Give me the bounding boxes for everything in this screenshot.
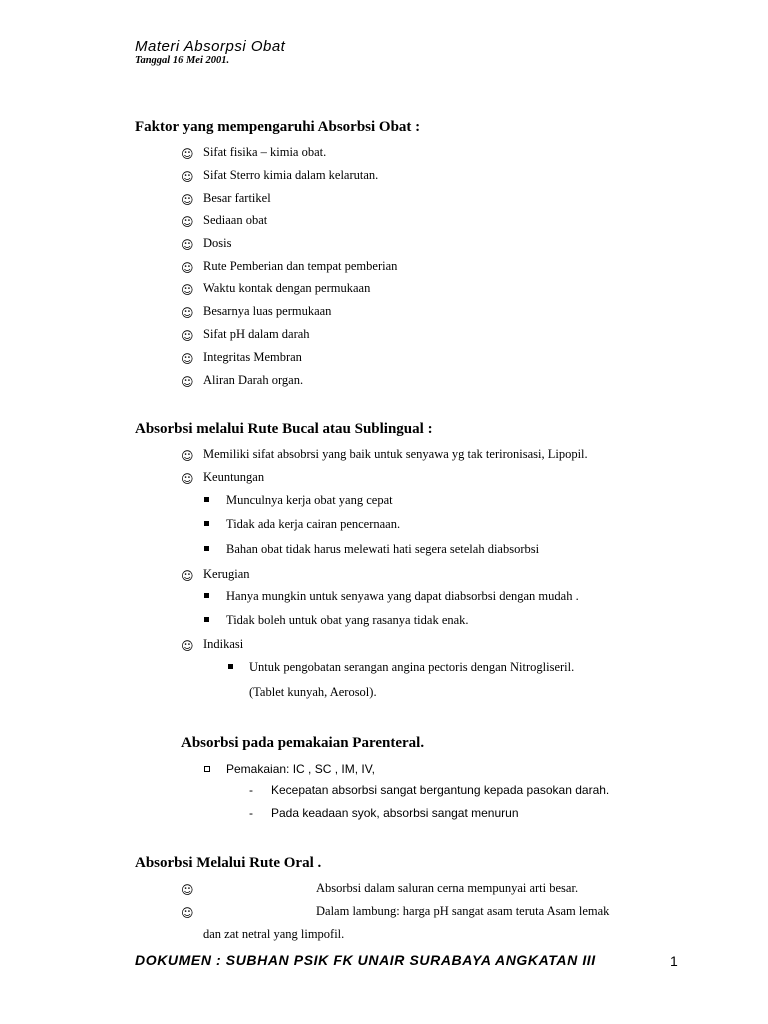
sub-list-item: Munculnya kerja obat yang cepat: [226, 493, 393, 507]
smiley-icon: ☺: [181, 569, 194, 583]
smiley-icon: ☺: [181, 147, 194, 161]
smiley-icon: ☺: [181, 215, 194, 229]
square-bullet-icon: [228, 664, 233, 669]
list-item: Absorbsi dalam saluran cerna mempunyai arti besar.: [316, 881, 579, 895]
header-title: Materi Absorpsi Obat: [135, 38, 286, 55]
sub-list-item: Tidak boleh untuk obat yang rasanya tidak enak.: [226, 613, 469, 627]
sub-list-item: Untuk pengobatan serangan angina pectoris dengan Nitrogliseril.: [249, 660, 575, 674]
smiley-icon: ☺: [181, 472, 194, 486]
list-item: Memiliki sifat absobrsi yang baik untuk senyawa yg tak terironisasi, Lipopil.: [203, 447, 588, 461]
list-item: Sifat Sterro kimia dalam kelarutan.: [203, 168, 379, 182]
list-item: Dosis: [203, 236, 232, 250]
smiley-icon: ☺: [181, 193, 194, 207]
list-item: Rute Pemberian dan tempat pemberian: [203, 259, 398, 273]
section-heading-parenteral: Absorbsi pada pemakaian Parenteral.: [181, 735, 425, 751]
footer-text: DOKUMEN : SUBHAN PSIK FK UNAIR SURABAYA ANGKATAN III: [135, 952, 596, 968]
page-number: 1: [670, 953, 678, 969]
smiley-icon: ☺: [181, 639, 194, 653]
list-item-continuation: dan zat netral yang limpofil.: [203, 927, 345, 941]
list-item: Waktu kontak dengan permukaan: [203, 281, 371, 295]
smiley-icon: ☺: [181, 306, 194, 320]
section-heading-oral: Absorbsi Melalui Rute Oral .: [135, 855, 322, 871]
list-item-pemakaian: Pemakaian: IC , SC , IM, IV,: [226, 762, 375, 776]
list-item: Sediaan obat: [203, 213, 268, 227]
smiley-icon: ☺: [181, 283, 194, 297]
list-item: Sifat fisika – kimia obat.: [203, 145, 327, 159]
smiley-icon: ☺: [181, 375, 194, 389]
smiley-icon: ☺: [181, 906, 194, 920]
section-heading-bucal: Absorbsi melalui Rute Bucal atau Sublingual :: [135, 421, 433, 437]
header-date: Tanggal 16 Mei 2001.: [135, 55, 230, 66]
list-item: Besarnya luas permukaan: [203, 304, 332, 318]
smiley-icon: ☺: [181, 170, 194, 184]
list-item-keuntungan: Keuntungan: [203, 470, 265, 484]
list-item-kerugian: Kerugian: [203, 567, 250, 581]
dash-bullet-icon: -: [249, 806, 253, 820]
list-item-indikasi: Indikasi: [203, 637, 244, 651]
square-bullet-icon: [204, 497, 209, 502]
smiley-icon: ☺: [181, 238, 194, 252]
dash-bullet-icon: -: [249, 783, 253, 797]
smiley-icon: ☺: [181, 449, 194, 463]
square-bullet-icon: [204, 546, 209, 551]
section-heading-faktor: Faktor yang mempengaruhi Absorbsi Obat :: [135, 119, 421, 135]
list-item: Aliran Darah organ.: [203, 373, 304, 387]
smiley-icon: ☺: [181, 329, 194, 343]
list-item: Dalam lambung: harga pH sangat asam teruta Asam lemak: [316, 904, 610, 918]
list-item: Integritas Membran: [203, 350, 302, 364]
square-bullet-icon: [204, 617, 209, 622]
sub-list-item: Hanya mungkin untuk senyawa yang dapat diabsorbsi dengan mudah .: [226, 589, 579, 603]
sub-list-item: Pada keadaan syok, absorbsi sangat menurun: [271, 806, 519, 820]
list-item: Sifat pH dalam darah: [203, 327, 310, 341]
smiley-icon: ☺: [181, 352, 194, 366]
sub-list-item: Kecepatan absorbsi sangat bergantung kepada pasokan darah.: [271, 783, 610, 797]
square-bullet-icon: [204, 521, 209, 526]
smiley-icon: ☺: [181, 883, 194, 897]
sub-list-item: Bahan obat tidak harus melewati hati segera setelah diabsorbsi: [226, 542, 540, 556]
smiley-icon: ☺: [181, 261, 194, 275]
hollow-square-bullet-icon: [204, 766, 210, 772]
sub-list-note: (Tablet kunyah, Aerosol).: [249, 685, 377, 699]
square-bullet-icon: [204, 593, 209, 598]
list-item: Besar fartikel: [203, 191, 271, 205]
sub-list-item: Tidak ada kerja cairan pencernaan.: [226, 517, 401, 531]
